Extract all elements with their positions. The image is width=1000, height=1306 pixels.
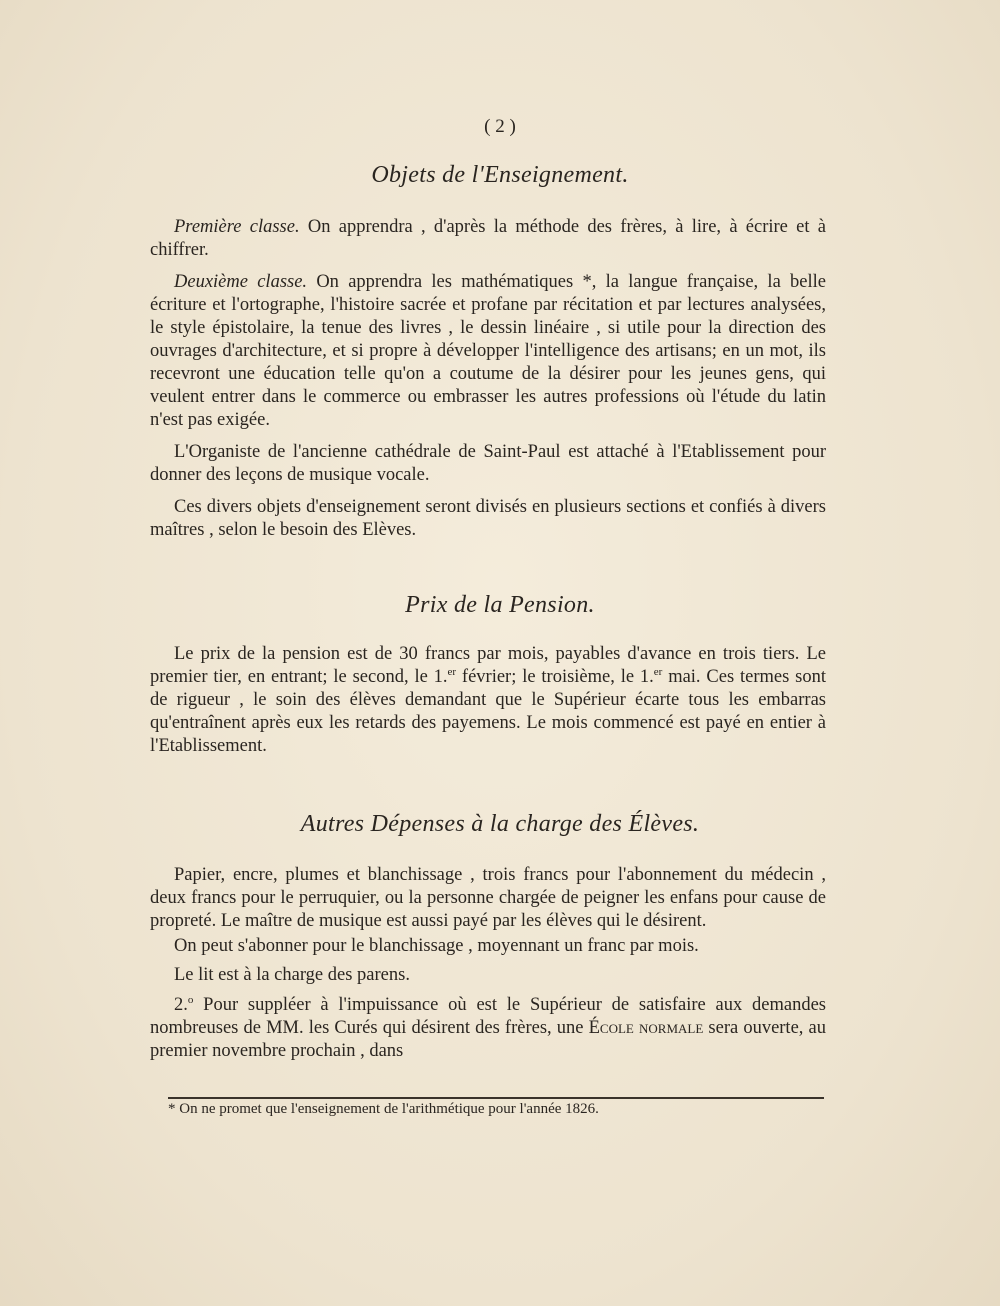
paragraph-premiere-classe: Première classe. On apprendra , d'après la méthode des frères, à lire, à écrire et à chiffrer. xyxy=(150,217,827,260)
paragraph-abonnement: On peut s'abonner pour le blanchissage , moyennant un franc par mois. xyxy=(174,936,699,956)
section-objets-body xyxy=(150,216,826,542)
paragraph-deuxieme-classe: Deuxième classe. On apprendra les mathématiques *, la langue française, la belle écriture et l'ortographe, l'histoire sacrée et profane par récitation et par lectures analysées, le style épistolaire, la tenue des livres , le dessin linéaire , si utile pour la direction des ouvrages d'architecture, et si propre à développer l'intelligence des artisans; en un mot, ils recevront une éducation telle qu'on a coutume de la désirer pour les jeunes gens, qui veulent entrer dans le commerce ou embrasser les autres professions où l'étude du latin n'est pas exigée. xyxy=(150,272,826,430)
section-title-depenses: Autres Dépenses à la charge des Élèves. xyxy=(300,811,700,837)
paragraph-lit: Le lit est à la charge des parens. xyxy=(174,965,410,985)
paragraph-ecole-normale: 2.$^o$ Pour suppléer à l'impuissance où est le Supérieur de satisfaire aux demandes nombreuses de MM. les Curés qui désirent des frères, une École normale sera ouverte, au premier novembre prochain , dans xyxy=(150,993,826,1061)
footnote: * On ne promet que l'enseignement de l'arithmétique pour l'année 1826. xyxy=(168,1101,599,1117)
paragraph-lead: Première classe. xyxy=(174,217,300,237)
section-prix-body xyxy=(150,643,826,758)
paragraph-prix: Le prix de la pension est de 30 francs par mois, payables d'avance en trois tiers. Le premier tier, en entrant; le second, le 1.$^{er}$ février; le troisième, le 1.$^{er}$ mai. Ces termes sont de rigueur , le soin des élèves demandant que le Supérieur écarte tous les embarras qu'entraînent après eux les retards des payemens. Le mois commencé est payé en entier à l'Etablissement. xyxy=(150,644,826,756)
section-title-prix: Prix de la Pension. xyxy=(405,592,595,618)
footnote-rule xyxy=(168,1097,824,1099)
page-number: ( 2 ) xyxy=(484,116,516,137)
paragraph-divers-objets: Ces divers objets d'enseignement seront divisés en plusieurs sections et confiés à divers maîtres , selon le besoin des Elèves. xyxy=(150,497,826,540)
section-title-objets: Objets de l'Enseignement. xyxy=(371,162,629,188)
section-depenses-body xyxy=(150,864,826,1063)
paragraph-organiste: L'Organiste de l'ancienne cathédrale de Saint-Paul est attaché à l'Etablissement pour donner des leçons de musique vocale. xyxy=(150,442,826,485)
paragraph-papier: Papier, encre, plumes et blanchissage , trois francs pour l'abonnement du médecin , deux francs pour le perruquier, ou la personne chargée de peigner les enfans pour cause de propreté. Le maître de musique est aussi payé par les élèves qui le désirent. xyxy=(150,865,826,931)
paragraph-lead: Deuxième classe. xyxy=(174,272,308,292)
